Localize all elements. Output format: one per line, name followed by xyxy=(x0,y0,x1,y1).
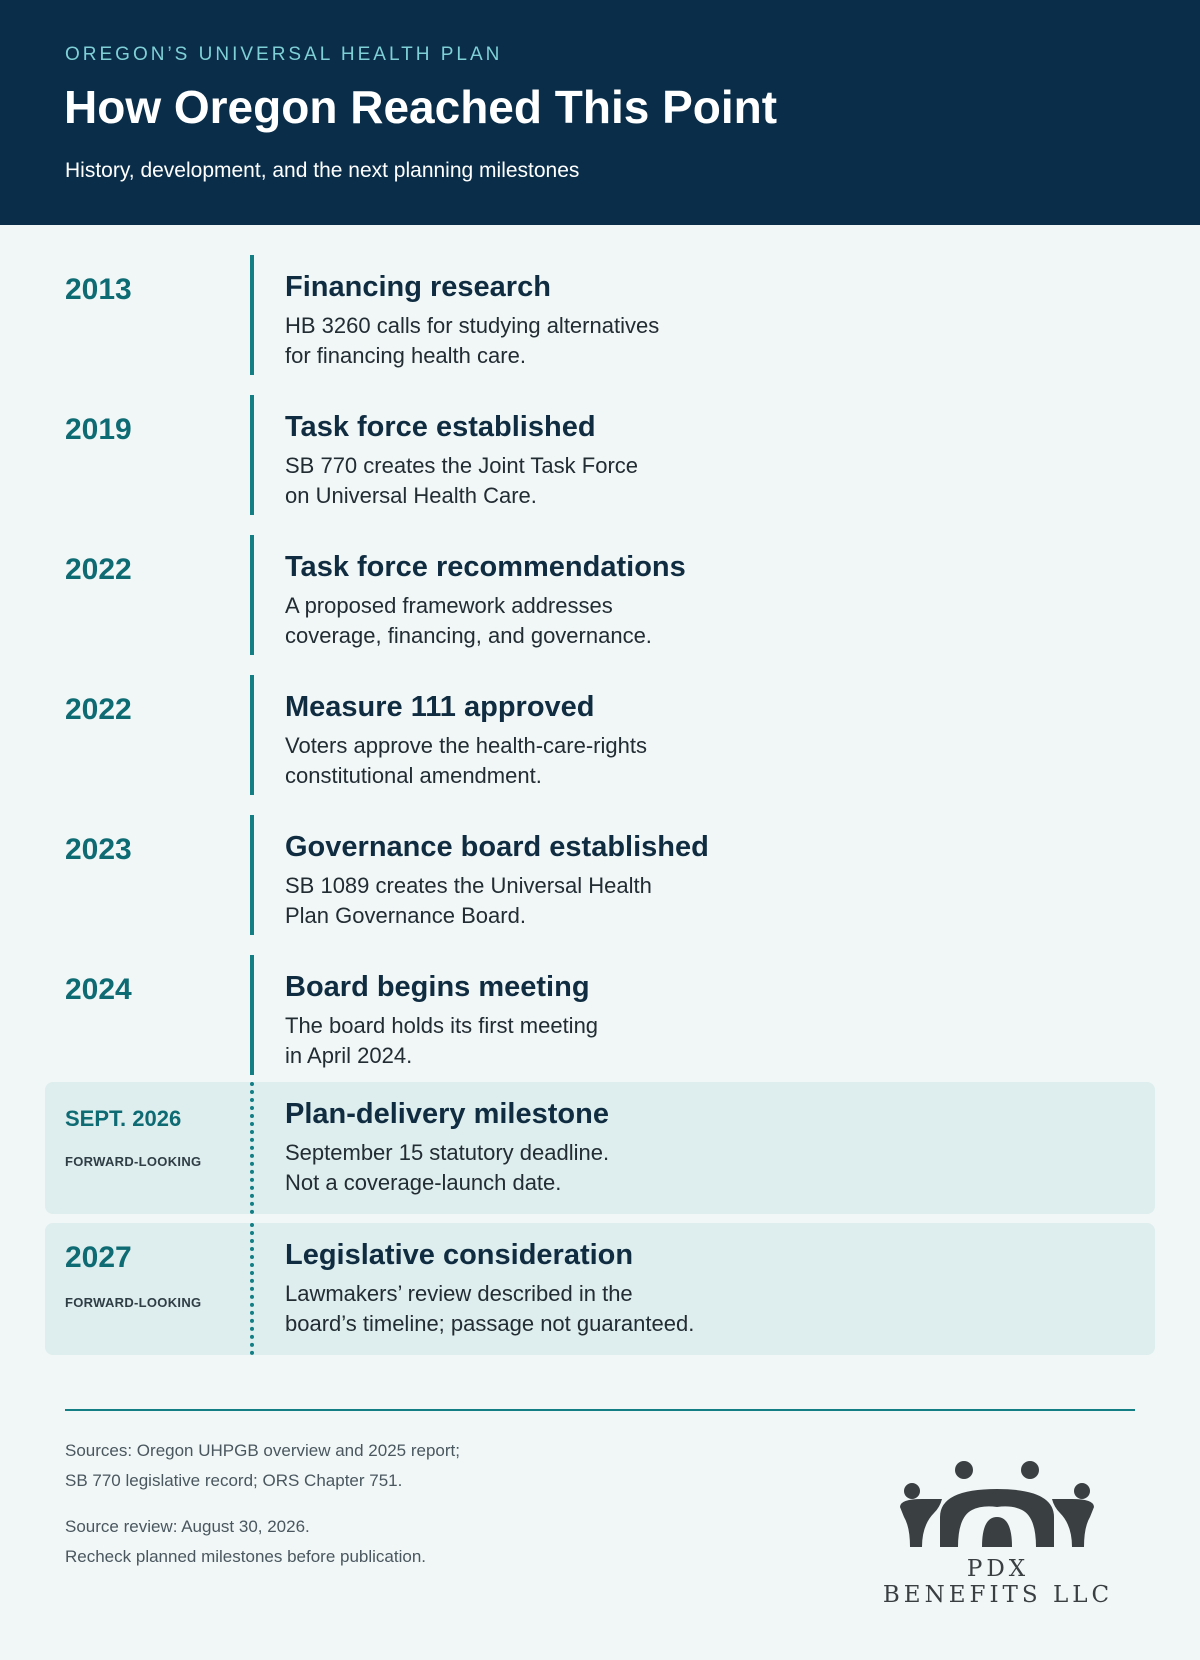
entry-description xyxy=(285,451,805,511)
timeline-entry xyxy=(45,535,1155,667)
entry-desc-line: Plan Governance Board. xyxy=(285,903,526,928)
entry-desc-line: for financing health care. xyxy=(285,343,526,368)
timeline-entry-forward xyxy=(45,1223,1155,1355)
company-logo xyxy=(882,1455,1114,1608)
timeline-line-dotted xyxy=(250,1082,254,1214)
entry-description xyxy=(285,1138,805,1198)
entry-desc-line: September 15 statutory deadline. xyxy=(285,1140,610,1165)
forward-looking-tag: FORWARD-LOOKING xyxy=(65,1154,202,1169)
entry-year: 2027 xyxy=(65,1241,132,1274)
entry-description xyxy=(285,1011,805,1071)
timeline-entry xyxy=(45,675,1155,807)
timeline-line xyxy=(250,535,254,655)
entry-year: 2023 xyxy=(65,833,132,866)
entry-year: 2022 xyxy=(65,553,132,586)
entry-title: Board begins meeting xyxy=(285,971,590,1003)
entry-title: Measure 111 approved xyxy=(285,691,595,723)
entry-year: 2024 xyxy=(65,973,132,1006)
entry-year: SEPT. 2026 xyxy=(65,1106,182,1131)
footer-review xyxy=(65,1512,426,1572)
entry-desc-line: A proposed framework addresses xyxy=(285,593,613,618)
timeline-entry xyxy=(45,955,1155,1087)
people-arches-logo-icon xyxy=(882,1455,1114,1555)
timeline-entry xyxy=(45,255,1155,387)
entry-title: Task force established xyxy=(285,411,596,443)
review-line: Recheck planned milestones before publication. xyxy=(65,1547,427,1566)
entry-desc-line: The board holds its first meeting xyxy=(285,1013,599,1038)
entry-title: Plan-delivery milestone xyxy=(285,1098,609,1130)
footer-sources xyxy=(65,1436,460,1496)
entry-desc-line: SB 770 creates the Joint Task Force xyxy=(285,453,638,478)
timeline-line xyxy=(250,395,254,515)
entry-desc-line: coverage, financing, and governance. xyxy=(285,623,652,648)
entry-year: 2022 xyxy=(65,693,132,726)
entry-title: Legislative consideration xyxy=(285,1239,634,1271)
entry-desc-line: board’s timeline; passage not guaranteed. xyxy=(285,1311,695,1336)
entry-desc-line: on Universal Health Care. xyxy=(285,483,537,508)
timeline-line xyxy=(250,255,254,375)
entry-description xyxy=(285,731,805,791)
review-line: Source review: August 30, 2026. xyxy=(65,1517,310,1536)
entry-title: Task force recommendations xyxy=(285,551,686,583)
entry-desc-line: Not a coverage-launch date. xyxy=(285,1170,562,1195)
entry-title: Governance board established xyxy=(285,831,709,863)
entry-title: Financing research xyxy=(285,271,551,303)
entry-description xyxy=(285,1279,805,1339)
page-title: How Oregon Reached This Point xyxy=(64,81,778,133)
timeline-entry xyxy=(45,395,1155,527)
timeline-line xyxy=(250,815,254,935)
entry-description xyxy=(285,871,805,931)
entry-year: 2019 xyxy=(65,413,132,446)
entry-description xyxy=(285,591,805,651)
entry-desc-line: in April 2024. xyxy=(285,1043,413,1068)
sources-line: Sources: Oregon UHPGB overview and 2025 report; xyxy=(65,1441,460,1460)
entry-desc-line: HB 3260 calls for studying alternatives xyxy=(285,313,660,338)
entry-desc-line: Voters approve the health-care-rights xyxy=(285,733,647,758)
forward-looking-tag: FORWARD-LOOKING xyxy=(65,1295,202,1310)
entry-desc-line: SB 1089 creates the Universal Health xyxy=(285,873,652,898)
entry-description xyxy=(285,311,805,371)
sources-line: SB 770 legislative record; ORS Chapter 751. xyxy=(65,1471,403,1490)
logo-text: PDX BENEFITS LLC xyxy=(882,1556,1114,1608)
header-eyebrow: OREGON’S UNIVERSAL HEALTH PLAN xyxy=(65,44,503,65)
timeline-entry-forward xyxy=(45,1082,1155,1214)
timeline-line xyxy=(250,955,254,1075)
timeline-line xyxy=(250,675,254,795)
footer-divider xyxy=(65,1409,1135,1411)
entry-desc-line: constitutional amendment. xyxy=(285,763,542,788)
timeline-entry xyxy=(45,815,1155,947)
timeline-line-dotted xyxy=(250,1223,254,1355)
page-subtitle: History, development, and the next planning milestones xyxy=(65,159,580,182)
entry-year: 2013 xyxy=(65,273,132,306)
page-header xyxy=(0,0,1200,225)
entry-desc-line: Lawmakers’ review described in the xyxy=(285,1281,633,1306)
